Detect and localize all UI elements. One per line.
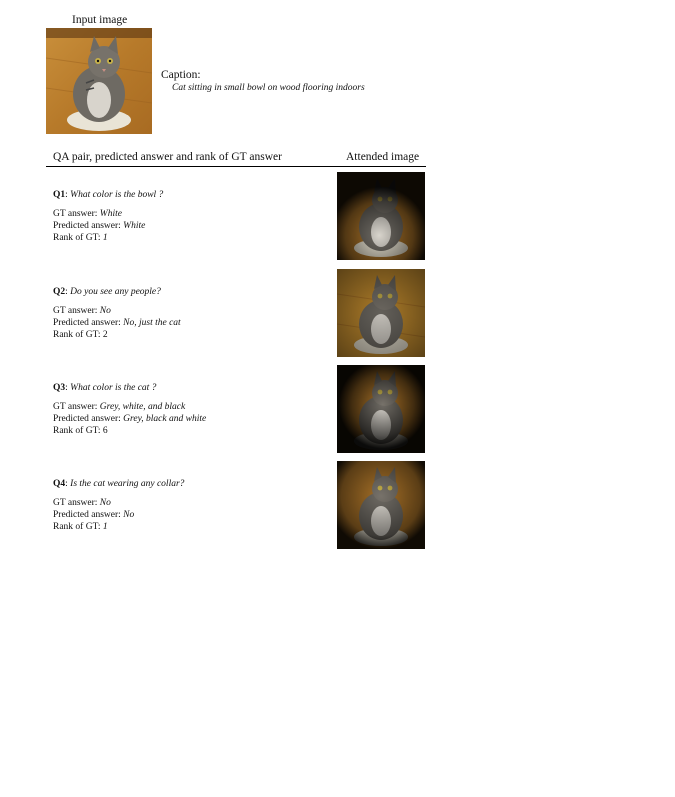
question-text: Is the cat wearing any collar? [70,479,185,489]
rank-line [53,232,163,244]
question-id: Q3 [53,383,66,393]
gt-answer-label: GT answer: [53,498,98,508]
input-image [46,28,152,134]
rank-label: Rank of GT: [53,233,101,243]
predicted-answer-value: No, just the cat [123,318,181,328]
predicted-answer-value: Grey, black and white [123,414,207,424]
question-id: Q2 [53,287,66,297]
rank-value: 6 [102,426,108,436]
gt-answer-label: GT answer: [53,306,98,316]
gt-answer-line [53,497,184,509]
predicted-answer-value: No [123,510,135,520]
predicted-answer-line [53,220,163,232]
qa-row-4 [53,478,184,533]
question-line: Q3: What color is the cat ? [53,383,157,393]
predicted-answer-line [53,509,184,521]
predicted-answer-label: Predicted answer: [53,318,121,328]
gt-answer-line [53,305,181,317]
gt-answer-line [53,401,206,413]
question-line: Q4: Is the cat wearing any collar? [53,479,185,489]
predicted-answer-label: Predicted answer: [53,510,121,520]
caption-title: Caption: [161,69,201,81]
gt-answer-line [53,208,163,220]
rank-line [53,329,181,341]
attended-cat-photo [337,365,425,453]
qa-row-2 [53,286,181,341]
predicted-answer-line [53,413,206,425]
attended-cat-photo [337,269,425,357]
predicted-answer-label: Predicted answer: [53,221,121,231]
question-line: Q2: Do you see any people? [53,287,161,297]
cat-photo [46,28,152,134]
question-id: Q4 [53,479,66,489]
rank-label: Rank of GT: [53,522,101,532]
column-header-qa: QA pair, predicted answer and rank of GT answer [53,151,282,163]
gt-answer-label: GT answer: [53,209,98,219]
attended-cat-photo [337,172,425,260]
attended-image-3 [337,365,425,453]
rank-label: Rank of GT: [53,330,101,340]
question-text: What color is the cat ? [70,383,157,393]
gt-answer-value: No [99,498,111,508]
column-header-attended: Attended image [346,151,420,163]
gt-answer-value: White [99,209,122,219]
header-rule [46,166,426,167]
rank-label: Rank of GT: [53,426,101,436]
predicted-answer-line [53,317,181,329]
question-line: Q1: What color is the bowl ? [53,190,164,200]
rank-value: 2 [102,330,108,340]
attended-image-4 [337,461,425,549]
gt-answer-value: Grey, white, and black [99,402,186,412]
gt-answer-value: No [99,306,111,316]
caption-text: Cat sitting in small bowl on wood flooring indoors [172,83,365,93]
rank-line [53,425,206,437]
predicted-answer-value: White [123,221,146,231]
predicted-answer-label: Predicted answer: [53,414,121,424]
question-id: Q1 [53,190,66,200]
rank-value: 1 [102,522,108,532]
input-image-label: Input image [72,14,128,26]
gt-answer-label: GT answer: [53,402,98,412]
attended-image-2 [337,269,425,357]
rank-line [53,521,184,533]
question-text: Do you see any people? [70,287,161,297]
attended-image-1 [337,172,425,260]
qa-row-1 [53,189,163,244]
rank-value: 1 [102,233,108,243]
attended-cat-photo [337,461,425,549]
question-text: What color is the bowl ? [70,190,164,200]
qa-row-3 [53,382,206,437]
